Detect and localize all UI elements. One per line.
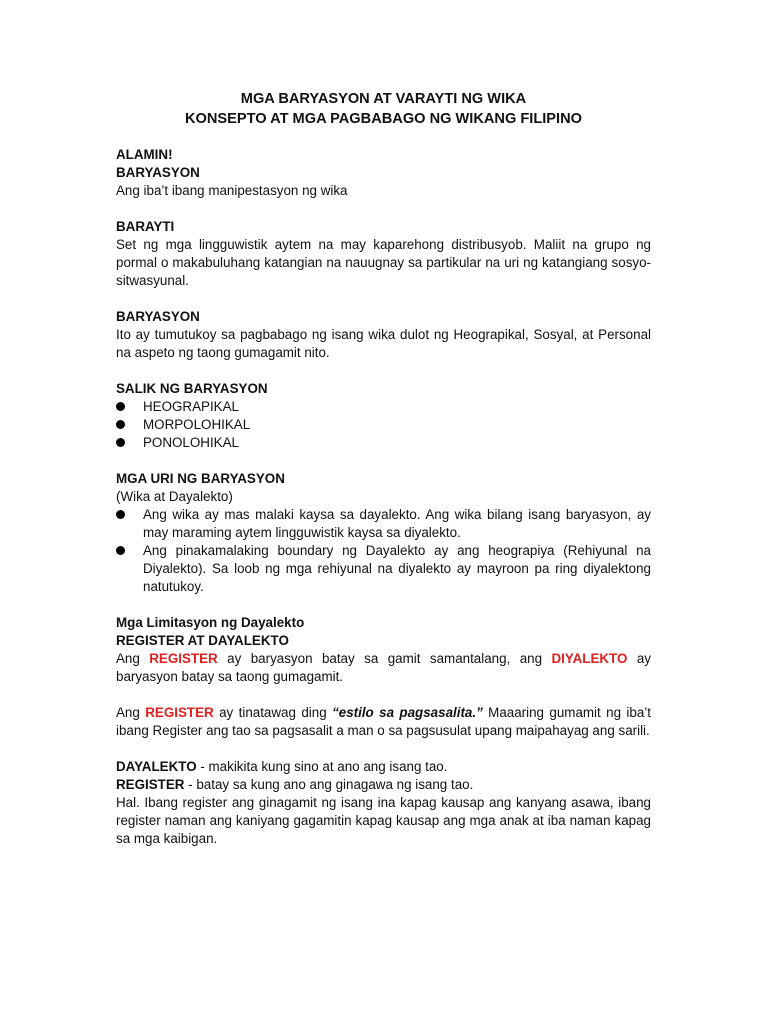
list-item [116, 398, 651, 416]
bullet-icon [116, 402, 125, 411]
list-item-text: Ang pinakamalaking boundary ng Dayalekto ay ang heograpiya (Rehiyunal na Diyalekto). Sa loob ng mga rehiyunal na diyalekto ay mayroon pa ring diyalektong natutukoy. [143, 543, 651, 594]
register-term: REGISTER [116, 777, 185, 792]
list-item-text: PONOLOHIKAL [143, 435, 239, 450]
list-item [116, 434, 651, 452]
list-item [116, 416, 651, 434]
list-item-text: Ang wika ay mas malaki kaysa sa dayalekto. Ang wika bilang isang baryasyon, ay may maraming aytem lingguwistik kaysa sa diyalekto. [143, 507, 651, 540]
dayalekto-definition: DAYALEKTO - makikita kung sino at ano ang isang tao. [116, 759, 448, 774]
register-paragraph-2: Ang REGISTER ay tinatawag ding “estilo sa pagsasalita.” Maaaring gumamit ng iba’t ibang Register ang tao sa pagsasalit a man o sa pagsusulat upang maipahayag ang sarili. [116, 705, 651, 738]
register-dayalekto-heading: REGISTER AT DAYALEKTO [116, 633, 289, 648]
bullet-icon [116, 546, 125, 555]
register-paragraph-1: Ang REGISTER ay baryasyon batay sa gamit samantalang, ang DIYALEKTO ay baryasyon batay sa taong gumagamit. [116, 651, 651, 684]
dayalekto-term: DAYALEKTO [116, 759, 197, 774]
alamin-heading: ALAMIN! [116, 147, 173, 162]
estilo-quote: “estilo sa pagsasalita.” [332, 705, 483, 720]
bullet-icon [116, 510, 125, 519]
uri-list [116, 506, 651, 596]
list-item-text: HEOGRAPIKAL [143, 399, 239, 414]
document-title-line-1: MGA BARYASYON AT VARAYTI NG WIKA [240, 91, 527, 107]
baryasyon-definition-2: Ito ay tumutukoy sa pagbabago ng isang wika dulot ng Heograpikal, Sosyal, at Personal na aspeto ng taong gumagamit nito. [116, 327, 651, 360]
document-title-line-2: KONSEPTO AT MGA PAGBABAGO NG WIKANG FILIPINO [184, 111, 582, 127]
salik-heading: SALIK NG BARYASYON [116, 381, 268, 396]
uri-subheading: (Wika at Dayalekto) [116, 489, 233, 504]
register-definition: REGISTER - batay sa kung ano ang ginagawa ng isang tao. [116, 777, 474, 792]
list-item [116, 542, 651, 596]
document-body [116, 89, 651, 848]
barayti-definition: Set ng mga lingguwistik aytem na may kaparehong distribusyob. Maliit na grupo ng pormal o makabuluhang katangian na nauugnay sa partikular na uri ng katangiang sosyo-sitwasyunal. [116, 237, 651, 288]
register-term: REGISTER [145, 705, 214, 720]
baryasyon-heading-2: BARYASYON [116, 309, 200, 324]
salik-list [116, 398, 651, 452]
list-item-text: MORPOLOHIKAL [143, 417, 251, 432]
bullet-icon [116, 420, 125, 429]
barayti-heading: BARAYTI [116, 219, 175, 234]
baryasyon-definition-1: Ang iba’t ibang manipestasyon ng wika [116, 183, 348, 198]
halimbawa-paragraph: Hal. Ibang register ang ginagamit ng isang ina kapag kausap ang kanyang asawa, ibang register naman ang kaniyang gagamitin kapag kausap ang mga anak at iba naman kapag sa mga kaibigan. [116, 795, 651, 846]
register-term: REGISTER [149, 651, 218, 666]
list-item [116, 506, 651, 542]
diyalekto-term: DIYALEKTO [551, 651, 628, 666]
uri-heading: MGA URI NG BARYASYON [116, 471, 285, 486]
bullet-icon [116, 438, 125, 447]
limitasyon-heading: Mga Limitasyon ng Dayalekto [116, 615, 305, 630]
baryasyon-heading-1: BARYASYON [116, 165, 200, 180]
